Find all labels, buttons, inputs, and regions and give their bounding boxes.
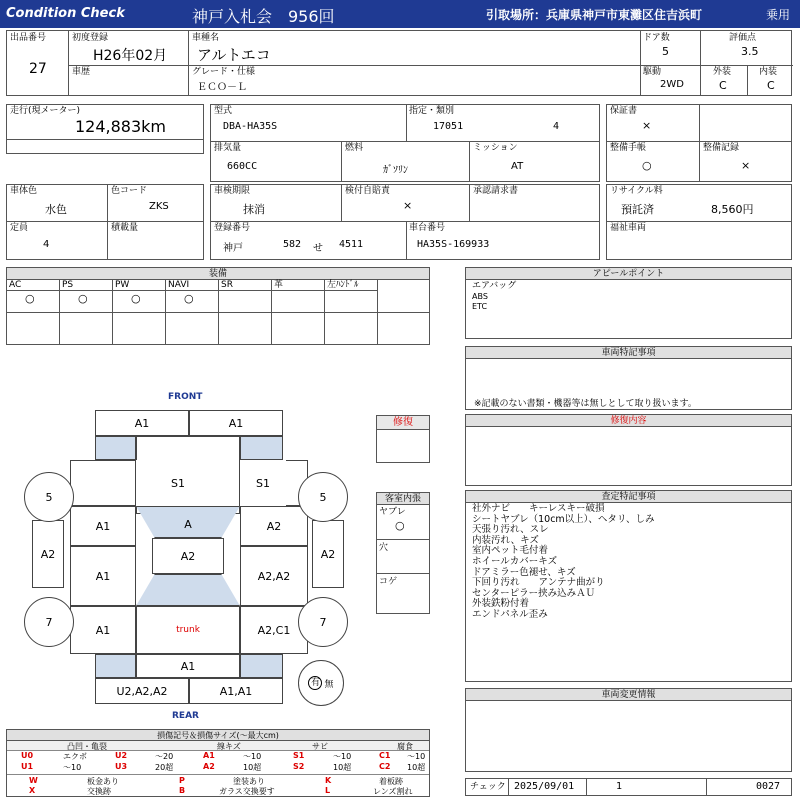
warranty-label: 保証書 (610, 106, 638, 116)
equip-label: AC (9, 280, 22, 290)
history-label: 車歴 (72, 67, 91, 77)
lot-no-label: 出品番号 (10, 33, 47, 43)
legend-col4: 腐食 (397, 742, 413, 751)
equip-label: PS (62, 280, 74, 290)
model-name-label: 車種名 (192, 33, 220, 43)
spare-have: 有 (308, 676, 322, 690)
note-line: 外装鉄粉付着 (472, 598, 530, 610)
leg-text: 10超 (407, 763, 426, 772)
front-label: FRONT (168, 392, 203, 402)
sym-code: L (325, 786, 331, 795)
panel-door-rl[interactable]: A1 (70, 546, 136, 606)
leg-text: ～10 (243, 752, 262, 761)
color-box (6, 184, 204, 260)
equip-value: ○ (25, 292, 35, 305)
displacement: 660CC (227, 161, 258, 172)
panel-s-left[interactable]: S1 (136, 460, 220, 506)
doors: 5 (662, 45, 669, 58)
leg-text: ～10 (63, 763, 82, 772)
panel-trunk[interactable] (136, 606, 240, 654)
appeal-line: エアバッグ (472, 281, 517, 291)
sym-text: 着板跡 (379, 777, 403, 786)
note-line: 室内ペット毛付着 (472, 545, 549, 557)
drive: 2WD (660, 79, 684, 90)
color: 水色 (45, 203, 67, 216)
mission: AT (511, 161, 524, 172)
welfare-label: 福祉車両 (610, 223, 647, 233)
mission-label: ミッション (473, 143, 518, 153)
exterior-label: 外装 (713, 67, 732, 77)
repair-flag-box (376, 415, 430, 463)
sym-text: 塗装あり (233, 777, 265, 786)
inspection-notes-box (465, 490, 792, 682)
leg-code: A1 (203, 751, 215, 760)
cabin-yabure: ヤブレ (379, 507, 406, 517)
mileage: 124,883km (75, 117, 167, 136)
regno-num: 4511 (339, 239, 364, 250)
cabin-ana: 穴 (379, 543, 389, 553)
fuel: ｶﾞｿﾘﾝ (383, 165, 408, 176)
leg-text: エクボ (63, 752, 87, 761)
equip-label: 革 (274, 280, 284, 290)
displacement-label: 排気量 (214, 143, 242, 153)
note-line: 内装汚れ、キズ (472, 534, 539, 546)
legend-col2: 線キズ (217, 742, 241, 751)
change-info-box (465, 688, 792, 772)
approval-label: 承認請求書 (473, 186, 519, 196)
leg-text: 10超 (333, 763, 352, 772)
leg-code: C2 (379, 762, 391, 771)
equip-value: ○ (184, 292, 194, 305)
equip-label: 左ﾊﾝﾄﾞﾙ (327, 280, 359, 290)
special-title: 車両特記事項 (466, 347, 791, 359)
spare-none: 無 (324, 679, 334, 690)
designation-label: 指定・類別 (409, 106, 455, 116)
regno-label: 登録番号 (214, 223, 251, 233)
sym-code: W (29, 776, 38, 785)
panel-hood-left[interactable]: A1 (95, 410, 189, 436)
special-note: ※記載のない書類・機器等は無しとして取り扱います。 (474, 399, 697, 409)
inspection-label: 車検期限 (214, 186, 251, 196)
tire-rear-left[interactable]: 7 (24, 597, 74, 647)
panel-fender-fl[interactable] (70, 460, 136, 506)
note-line: エンドパネル歪み (472, 608, 548, 620)
panel-door-rr[interactable]: A2,A2 (240, 546, 308, 606)
inspection-box (210, 184, 600, 260)
panel-s-right[interactable]: S1 (240, 460, 286, 506)
mileage-label: 走行(現メーター) (10, 106, 81, 116)
manual-label: 整備手帳 (610, 143, 647, 153)
leg-code: C1 (379, 751, 391, 760)
record-label: 整備記録 (703, 143, 740, 153)
auction-name: 神戸入札会 956回 (192, 7, 335, 26)
color-code: ZKS (149, 201, 169, 212)
check-date: 2025/09/01 (514, 781, 575, 792)
category: 乗用 (766, 8, 791, 22)
sym-text: 板金あり (87, 777, 119, 786)
sym-code: B (179, 786, 186, 795)
legend-col3: サビ (312, 742, 328, 751)
interior-label: 内装 (759, 67, 778, 77)
sym-code: X (29, 786, 36, 795)
cabin-koge: コゲ (379, 577, 398, 587)
spare-tire[interactable] (298, 660, 344, 706)
sym-code: P (179, 776, 185, 785)
note-line: 天張り汚れ、スレ (472, 524, 549, 536)
drive-label: 駆動 (643, 67, 662, 77)
note-line: センターピラー挟み込みＡＵ (472, 587, 596, 599)
class: 4 (553, 121, 560, 132)
legend-header (7, 741, 429, 751)
cabin-box (376, 492, 430, 614)
panel-bumper-right[interactable]: A1,A1 (189, 678, 283, 704)
top-info-block (6, 30, 792, 96)
doors-label: ドア数 (643, 33, 670, 43)
recycle-label: リサイクル料 (610, 186, 663, 196)
leg-text: 20超 (155, 763, 174, 772)
warranty: × (642, 119, 652, 132)
panel-roof-front[interactable]: A (184, 517, 192, 531)
sym-text: レンズ割れ (373, 787, 413, 796)
grade-label: グレード・仕様 (192, 67, 256, 77)
panel-qtr-rl[interactable]: A1 (70, 606, 136, 654)
capacity: 4 (43, 239, 50, 250)
manual: ○ (642, 159, 652, 172)
note-line: シートヤブレ（10cm以上）、ヘタリ、しみ (472, 513, 655, 525)
inspection-notes-list (472, 504, 654, 621)
type-label: 型式 (214, 106, 233, 116)
grade: ＥＣＯ－Ｌ (197, 82, 247, 93)
leg-text: 10超 (243, 763, 262, 772)
tire-front-right[interactable]: 5 (298, 472, 348, 522)
model-name: アルトエコ (197, 46, 271, 64)
score: 3.5 (741, 45, 759, 58)
equip-label: SR (221, 280, 233, 290)
legend-symbols (7, 774, 429, 796)
panel-bumper-left[interactable]: U2,A2,A2 (95, 678, 189, 704)
leg-code: U3 (115, 762, 128, 771)
panel-rear-fr[interactable] (240, 654, 283, 678)
appeal-box (465, 267, 792, 339)
regno-class: 582 (283, 239, 302, 250)
chassis: HA35S-169933 (417, 239, 490, 250)
leg-text: ～20 (155, 752, 174, 761)
legend-title: 損傷記号＆損傷サイズ(～最大cm) (7, 730, 429, 741)
warranty-box (606, 104, 792, 182)
leg-code: U0 (21, 751, 34, 760)
panel-side-left[interactable]: A2 (32, 520, 64, 588)
recycle-box (606, 184, 792, 260)
score-label: 評価点 (729, 33, 757, 43)
legend-rows (7, 751, 429, 773)
legend-box (6, 729, 430, 797)
interior: C (767, 79, 775, 92)
exterior: C (719, 79, 727, 92)
cabin-title: 客室内張 (377, 493, 429, 505)
legend-col1: 凸凹・亀裂 (67, 742, 107, 751)
record: × (741, 159, 751, 172)
rear-label: REAR (172, 711, 199, 721)
panel-door-fl[interactable]: A1 (70, 506, 136, 546)
panel-hood-right[interactable]: A1 (189, 410, 283, 436)
repair-box (465, 414, 792, 486)
legend-sym-row (7, 786, 429, 796)
color-code-label: 色コード (111, 186, 148, 196)
appeal-line: ABS (472, 292, 488, 301)
inspection: 抹消 (243, 203, 265, 216)
leg-code: U1 (21, 762, 34, 771)
designation: 17051 (433, 121, 464, 132)
first-reg-label: 初度登録 (72, 33, 109, 43)
appeal-title: アピールポイント (466, 268, 791, 280)
leg-text: ～10 (407, 752, 426, 761)
sym-text: 交換跡 (87, 787, 111, 796)
inspection-notes-title: 査定特記事項 (466, 491, 791, 503)
spec-box (210, 104, 600, 182)
sym-code: K (325, 776, 332, 785)
leg-code: S2 (293, 762, 305, 771)
equipment-grid (7, 280, 429, 344)
lot-no: 27 (29, 61, 47, 77)
header-bar (0, 0, 800, 28)
color-label: 車体色 (10, 186, 38, 196)
note-line: 下回り汚れ アンテナ曲がり (472, 577, 605, 589)
note-line: 社外ナビ キーレスキー破損 (472, 503, 605, 514)
first-reg: H26年02月 (93, 48, 168, 64)
regno-area: 神戸 (223, 243, 243, 254)
panel-side-right[interactable]: A2 (312, 520, 344, 588)
panel-roof[interactable]: A2 (152, 538, 224, 574)
repair-flag-label: 修復 (377, 416, 429, 430)
cabin-yabure-mark: ○ (395, 519, 405, 532)
mileage-box (6, 104, 204, 154)
leg-code: S1 (293, 751, 305, 760)
panel-qtr-rr[interactable]: A2,C1 (240, 606, 308, 654)
fuel-label: 燃料 (345, 143, 364, 153)
equip-value: ○ (78, 292, 88, 305)
legend-row (7, 751, 429, 762)
panel-rear-mid[interactable]: A1 (136, 654, 240, 678)
leg-code: A2 (203, 762, 215, 771)
recycle-fee: 8,560円 (711, 203, 754, 216)
repair-title: 修復内容 (466, 415, 791, 427)
trunk-label: trunk (176, 625, 200, 635)
equipment-title: 装備 (7, 268, 429, 280)
check-label: チェック (470, 782, 506, 792)
leg-code: U2 (115, 751, 128, 760)
equip-label: NAVI (168, 280, 190, 290)
panel-fender-fr-top[interactable] (240, 436, 283, 460)
self: × (403, 199, 413, 212)
equipment-box (6, 267, 430, 345)
capacity-label: 定員 (10, 223, 29, 233)
note-line: ホイールカバーキズ (472, 555, 558, 567)
panel-door-fr[interactable]: A2 (240, 506, 308, 546)
check-num: 1 (616, 781, 623, 792)
pickup-location: 引取場所：兵庫県神戸市東灘区住吉浜町 (486, 8, 703, 22)
panel-rear-fl[interactable] (95, 654, 136, 678)
sym-text: ガラス交換要す (219, 787, 275, 796)
self-label: 検付自賠責 (345, 186, 391, 196)
equip-label: PW (115, 280, 130, 290)
leg-text: ～10 (333, 752, 352, 761)
panel-fender-fl-top[interactable] (95, 436, 136, 460)
tire-front-left[interactable]: 5 (24, 472, 74, 522)
change-info-title: 車両変更情報 (466, 689, 791, 701)
note-line: ドアミラー色褪せ、キズ (472, 566, 576, 578)
footer-check (465, 778, 792, 796)
equip-value: ○ (131, 292, 141, 305)
panel-rear-window[interactable] (136, 574, 240, 606)
chassis-label: 車台番号 (409, 223, 446, 233)
legend-row (7, 762, 429, 773)
appeal-line: ETC (472, 302, 488, 311)
legend-sym-row (7, 776, 429, 786)
load-label: 積載量 (111, 223, 139, 233)
check-code: 0027 (756, 781, 781, 792)
type: DBA-HA35S (223, 121, 278, 132)
header-title: Condition Check (6, 6, 125, 21)
tire-rear-right[interactable]: 7 (298, 597, 348, 647)
regno-kana: せ (313, 243, 323, 254)
recycle-status: 預託済 (621, 203, 654, 216)
special-box (465, 346, 792, 410)
